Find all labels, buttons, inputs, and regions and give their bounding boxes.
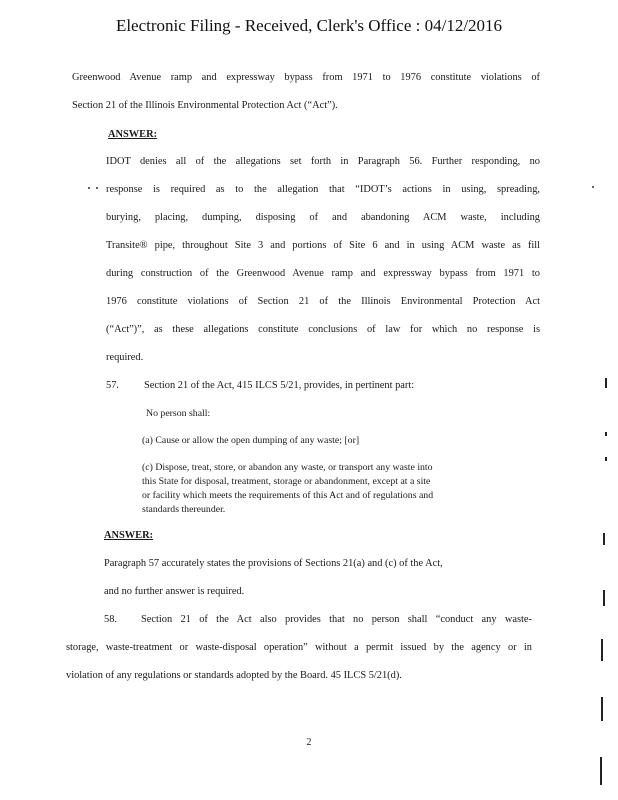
answer1-line-1: IDOT denies all of the allegations set forth in Paragraph 56. Further responding, no — [106, 156, 540, 167]
answer1-line-7: (“Act”)”, as these allegations constitute conclusions of law for which no response is — [106, 324, 540, 335]
quote-c-line-4: standards thereunder. — [142, 504, 226, 515]
para58-line-2: storage, waste-treatment or waste-disposal operation” without a permit issued by the agency or in — [66, 642, 532, 653]
margin-line — [603, 533, 605, 545]
answer1-line-8: required. — [106, 352, 144, 363]
margin-line — [603, 590, 605, 606]
margin-line — [605, 457, 607, 461]
quote-a: (a) Cause or allow the open dumping of any waste; [or] — [142, 435, 360, 446]
scan-speck — [592, 186, 594, 188]
margin-line — [601, 639, 603, 661]
quote-c-line-2: this State for disposal, treatment, storage or abandonment, except at a site — [142, 476, 431, 487]
margin-line — [601, 697, 603, 721]
answer1-line-6: 1976 constitute violations of Section 21 of the Illinois Environmental Protection Act — [106, 296, 540, 307]
para56-line-1: Greenwood Avenue ramp and expressway bypass from 1971 to 1976 constitute violations of — [72, 72, 540, 83]
para58-line-1: Section 21 of the Act also provides that no person shall “conduct any waste- — [141, 614, 532, 625]
scan-speck — [88, 187, 90, 189]
answer-heading: ANSWER: — [108, 129, 158, 140]
answer1-line-5: during construction of the Greenwood Avenue ramp and expressway bypass from 1971 to — [106, 268, 540, 279]
quote-c-line-1: (c) Dispose, treat, store, or abandon any waste, or transport any waste into — [142, 462, 433, 473]
quote-intro: No person shall: — [146, 408, 211, 419]
para57-text: Section 21 of the Act, 415 ILCS 5/21, provides, in pertinent part: — [144, 380, 415, 391]
answer1-line-3: burying, placing, dumping, disposing of and abandoning ACM waste, including — [106, 212, 540, 223]
margin-line — [600, 757, 602, 785]
answer2-line-2: and no further answer is required. — [104, 586, 245, 597]
answer-heading-2: ANSWER: — [104, 530, 154, 541]
page-number: 2 — [306, 737, 312, 748]
scan-speck — [96, 187, 98, 189]
filing-header: Electronic Filing - Received, Clerk's Office : 04/12/2016 — [115, 16, 503, 35]
answer1-line-2: response is required as to the allegation that “IDOT’s actions in using, spreading, — [106, 184, 540, 195]
para57-number: 57. — [106, 380, 119, 391]
para58-number: 58. — [104, 614, 117, 625]
margin-line — [605, 432, 607, 436]
answer2-line-1: Paragraph 57 accurately states the provisions of Sections 21(a) and (c) of the Act, — [104, 558, 443, 569]
para56-line-2: Section 21 of the Illinois Environmental Protection Act (“Act”). — [72, 100, 338, 111]
margin-line — [605, 378, 607, 388]
answer1-line-4: Transite® pipe, throughout Site 3 and portions of Site 6 and in using ACM waste as fill — [106, 240, 540, 251]
para58-line-3: violation of any regulations or standards adopted by the Board. 45 ILCS 5/21(d). — [66, 670, 402, 681]
quote-c-line-3: or facility which meets the requirements of this Act and of regulations and — [142, 490, 434, 501]
